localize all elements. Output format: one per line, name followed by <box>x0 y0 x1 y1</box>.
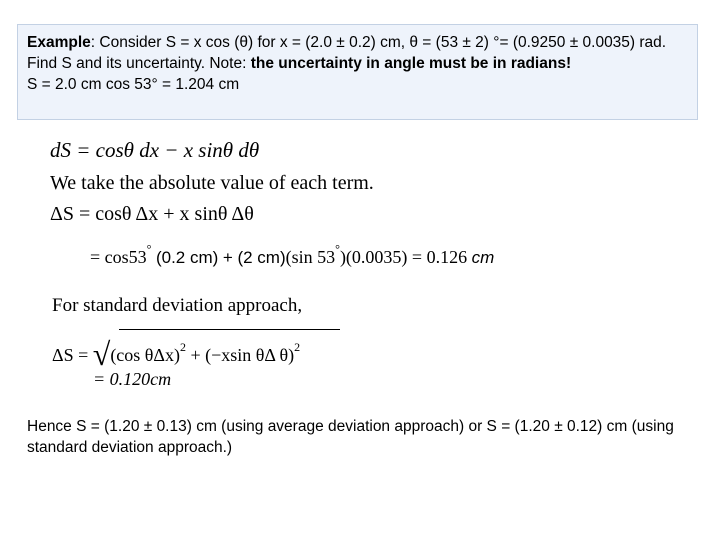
absolute-value-note: We take the absolute value of each term. <box>50 172 374 194</box>
delta-s-equation: ΔS = cosθ Δx + x sinθ Δθ <box>50 203 254 225</box>
differential-equation: dS = cosθ dx − x sinθ dθ <box>50 138 260 162</box>
std-deviation-result: = 0.120cm <box>93 369 172 389</box>
radians-note: the uncertainty in angle must be in radians! <box>250 55 572 72</box>
std-deviation-formula: ΔS = √(cos θΔx)$^2$ + (−xsin θΔ θ)$^2$ <box>52 336 301 372</box>
example-box <box>17 24 698 120</box>
std-deviation-heading: For standard deviation approach, <box>52 295 303 316</box>
sqrt-bar <box>119 329 340 330</box>
example-text: : Consider S = x cos (θ) for x = (2.0 ± 0.2) cm, θ = (53 ± 2) °= (0.9250 ± 0.0035) rad. Find S and its uncertainty. Note: <box>27 34 667 72</box>
numeric-substitution: = cos53° (0.2 cm) + (2 cm)(sin 53°)(0.0035) = 0.126 cm <box>90 242 495 267</box>
conclusion-text: Hence S = (1.20 ± 0.13) cm (using average deviation approach) or S = (1.20 ± 0.12) cm (using standard deviation approach.) <box>27 418 674 456</box>
example-result: S = 2.0 cm cos 53° = 1.204 cm <box>27 76 240 93</box>
example-label: Example <box>27 34 91 51</box>
